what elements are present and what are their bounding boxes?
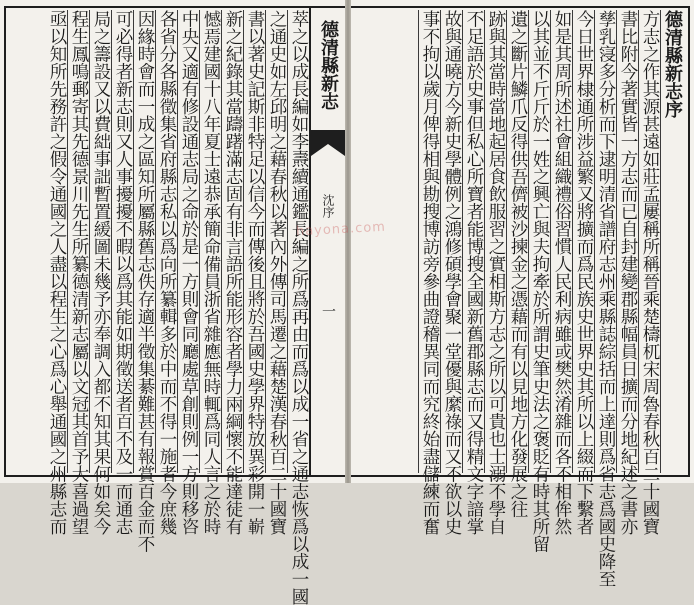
text-column: 之通史如左邱明之藉春秋以著內外傳司馬遷之藉楚漢春秋百二十國寶 [267,10,287,535]
text-column: 程生鳳鳴郵寄其先德景川先生所纂德清新志屬以文冠其首予大喜過望 [69,10,89,535]
fold-page-number: 一 [320,304,336,318]
text-column: 亟以知所先務許之假令通國之人盡以程生之心爲心舉通國之州縣志而 [47,10,67,535]
watermark: hayona.com [295,219,387,240]
text-column: 孳乳寖多分析而下逮明清省譜府志州乘縣誌綜括而上達則爲省志爲國史降至 [596,10,616,588]
text-column: 局之籌設又以費絀事詘暫置緩圖未幾予亦奉調入都不知其果何如矣今 [91,10,111,535]
text-column: 以其並不斤斤於一姓之興亡與夫拘牽於所謂史筆史法之褒貶有時其所留 [530,10,550,553]
text-column: 可必得者新志則又人事擾擾不暇以爲其能如期徵送者百不及一而通志 [113,10,133,535]
text-column: 不足語於史事但私心所寶者能博搜全國新舊郡縣志而又得精文字諳掌 [464,10,484,535]
text-column [397,10,418,473]
text-column: 如是其周所述社會組織禮俗習慣人民利病雖或樊然淆雜而各不相侔然 [552,10,572,535]
text-column: 因緣時會而一成之區知所屬縣舊志佚存適半徵集綦難甚有報賞百金而不 [135,10,155,553]
fold-title: 德清縣新志 [318,20,339,110]
fold-column [309,6,345,477]
fold-subtitle: 沈序 [321,194,335,218]
fishtail-mark-icon [311,130,345,164]
right-text-columns [351,10,683,588]
text-column: 事不拘以歲月俾得相與勘搜博訪旁參曲證稽異同而究終始盡儲練而奮 [420,10,440,535]
text-column: 中央又適有修設通志局之命於是一方則會同廳處草創則例一方則移咨 [179,10,199,535]
text-column: 今日世界棣通所涉益繁又將擴而爲民族史世界史其所以上綴而下繫者 [574,10,594,535]
right-page [351,0,694,588]
text-column: 萃之以成長編如李燾續通鑑長編之所爲再由而爲以成一省之通志恢爲以成一國 [289,10,309,605]
text-column: 遺之斷片鱗爪反得供吾儕被沙揀金之憑藉而有以見地方化發展之往 [508,10,528,518]
text-column: 故與通曉方今新史學體例之鴻修碩學會聚一堂優與縻祿而又不欲以史 [442,10,462,535]
text-column: 新之紀錄其當躊躇滿志固有非言語所能形容者學力兩綱懷不能達徒有 [223,10,243,535]
preface-title: 德清縣新志序 [660,10,682,473]
text-column: 憾焉建國十八年夏士遠恭承簡命備員浙省雜應無時輒爲同人言之於時 [201,10,221,535]
book-gutter [345,0,351,483]
text-column: 書比附今著實皆一方志而已自封建變郡縣幅員日擴而分地紀述之書亦 [618,10,638,535]
text-column: 方志之作其源甚遠如莊孟屢稱所稱晉乘楚檮杌宋周魯春秋百二十國寶 [640,10,660,535]
text-column: 跡與其當時當地起居食飲服習之實相斯方志之所以可貴也士溺不學自 [486,10,506,535]
text-column: 各省分各縣徵集省府縣志私以爲向所纂輯多於中而不得一施者今庶幾 [157,10,177,535]
text-column: 書以著史記斯非特足以信今而傳後且將於吾國史學界特放異彩開一嶄 [245,10,265,535]
left-text-columns [12,10,309,605]
